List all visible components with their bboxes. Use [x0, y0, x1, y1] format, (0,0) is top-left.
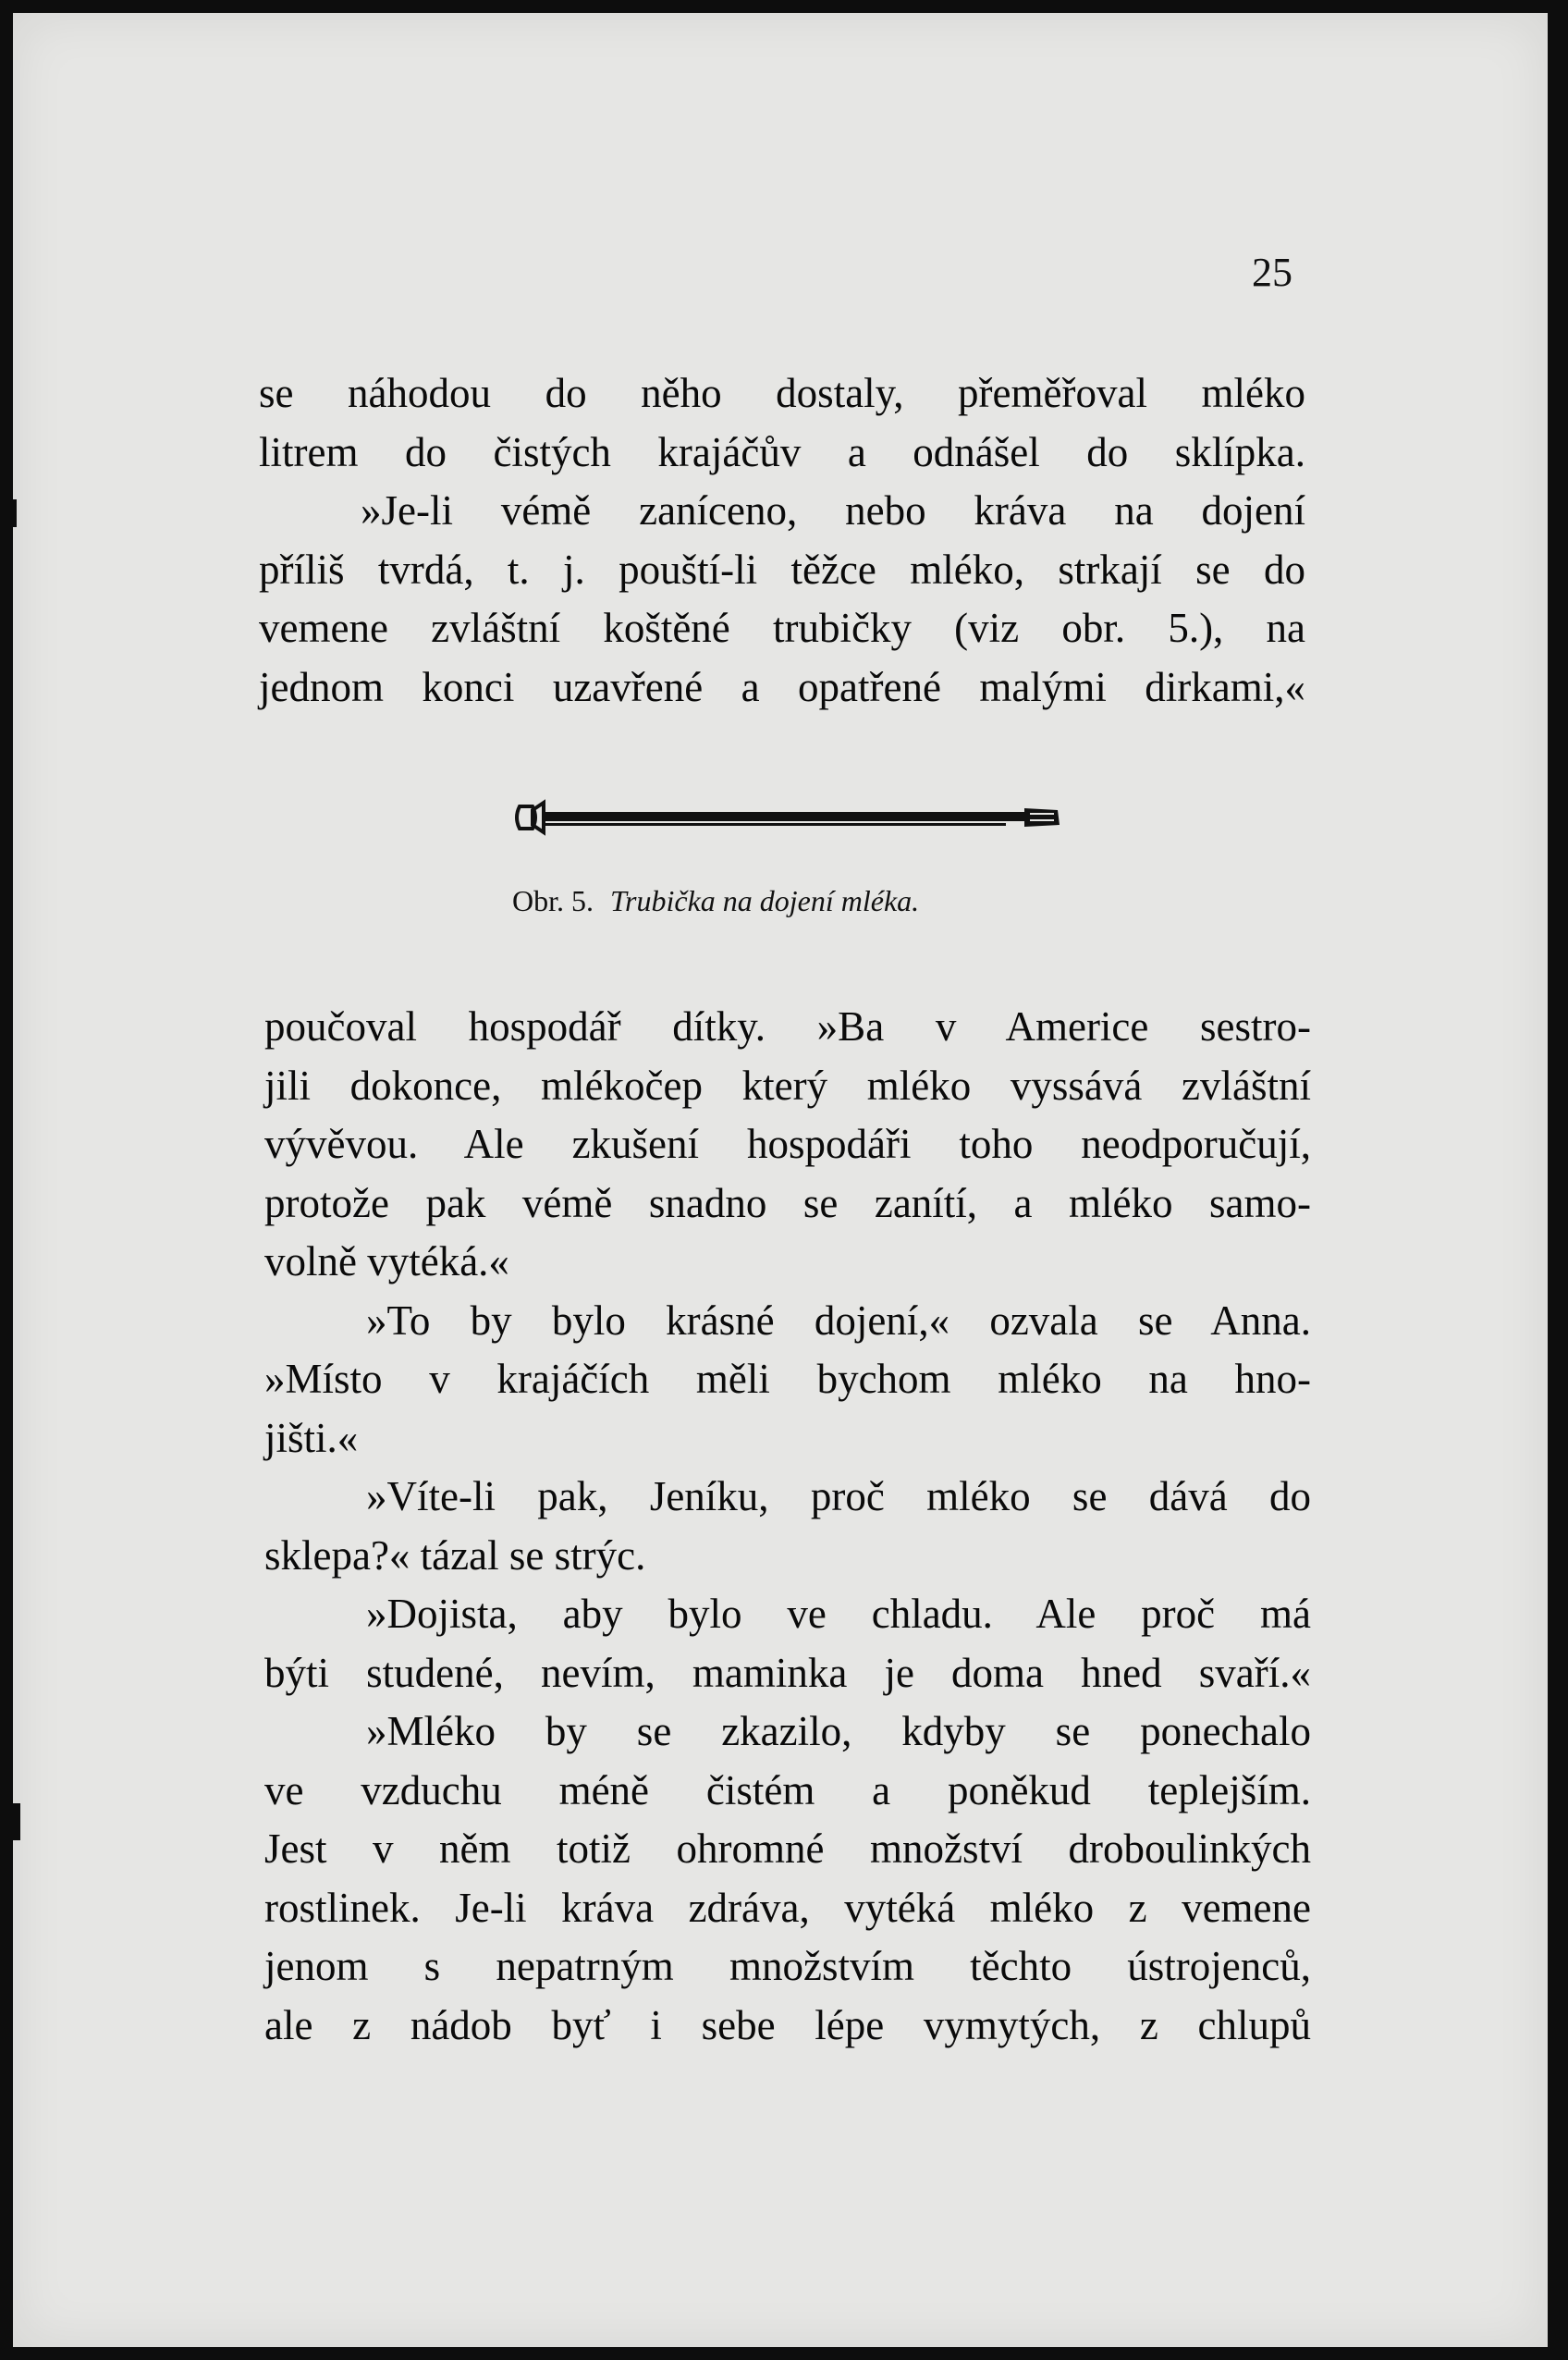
milking-tube-icon [512, 790, 1067, 845]
text-line: jili dokonce, mlékočep který mléko vyssává zvláštní [264, 1062, 1311, 1109]
paragraph-bottom [264, 998, 1311, 2055]
text-line: sklepa?« tázal se strýc. [264, 1531, 646, 1579]
text-line: Jest v něm totiž ohromné množství droboulinkých [264, 1825, 1311, 1872]
text-line: příliš tvrdá, t. j. pouští-li těžce mléko, strkají se do [259, 546, 1305, 593]
text-line: ale z nádob byť i sebe lépe vymytých, z chlupů [264, 2001, 1311, 2048]
scan-edge-mark [0, 499, 17, 527]
text-line: litrem do čistých krajáčův a odnášel do sklípka. [259, 428, 1305, 475]
text-line: ve vzduchu méně čistém a poněkud teplejším. [264, 1766, 1311, 1813]
text-line: se náhodou do něho dostaly, přeměřoval mléko [259, 370, 1305, 416]
page-number: 25 [1252, 250, 1292, 295]
text-line: protože pak vémě snadno se zanítí, a mléko samo- [264, 1179, 1311, 1226]
text-line: »Mléko by se zkazilo, kdyby se ponechalo [366, 1708, 1311, 1754]
text-line: »Víte-li pak, Jeníku, proč mléko se dává do [366, 1473, 1311, 1519]
text-line: býti studené, nevím, maminka je doma hned svaří.« [264, 1649, 1311, 1696]
text-line: »Je-li vémě zaníceno, nebo kráva na dojení [361, 487, 1305, 534]
figure-caption-label: Obr. 5. [512, 884, 594, 917]
text-line: jišti.« [264, 1414, 359, 1461]
text-line: »Dojista, aby bylo ve chladu. Ale proč má [366, 1591, 1311, 1637]
text-line: »To by bylo krásné dojení,« ozvala se Anna. [366, 1297, 1311, 1344]
figure-caption-title: Trubička na dojení mléka. [610, 884, 920, 917]
text-line: »Místo v krajáčích měli bychom mléko na hno- [264, 1356, 1311, 1402]
text-line: volně vytéká.« [264, 1238, 509, 1284]
paragraph-top [259, 364, 1305, 717]
text-line: vývěvou. Ale zkušení hospodáři toho neodporučují, [264, 1121, 1311, 1167]
text-line: jenom s nepatrným množstvím těchto ústrojenců, [264, 1943, 1311, 1989]
figure-caption [512, 884, 919, 918]
scan-edge-mark [0, 1803, 20, 1840]
text-line: rostlinek. Je-li kráva zdráva, vytéká mléko z vemene [264, 1884, 1311, 1931]
book-page [13, 13, 1548, 2347]
text-line: poučoval hospodář dítky. »Ba v Americe sestro- [264, 1003, 1311, 1050]
text-line: jednom konci uzavřené a opatřené malými dirkami,« [259, 663, 1305, 710]
text-line: vemene zvláštní koštěné trubičky (viz obr. 5.), na [259, 605, 1305, 651]
